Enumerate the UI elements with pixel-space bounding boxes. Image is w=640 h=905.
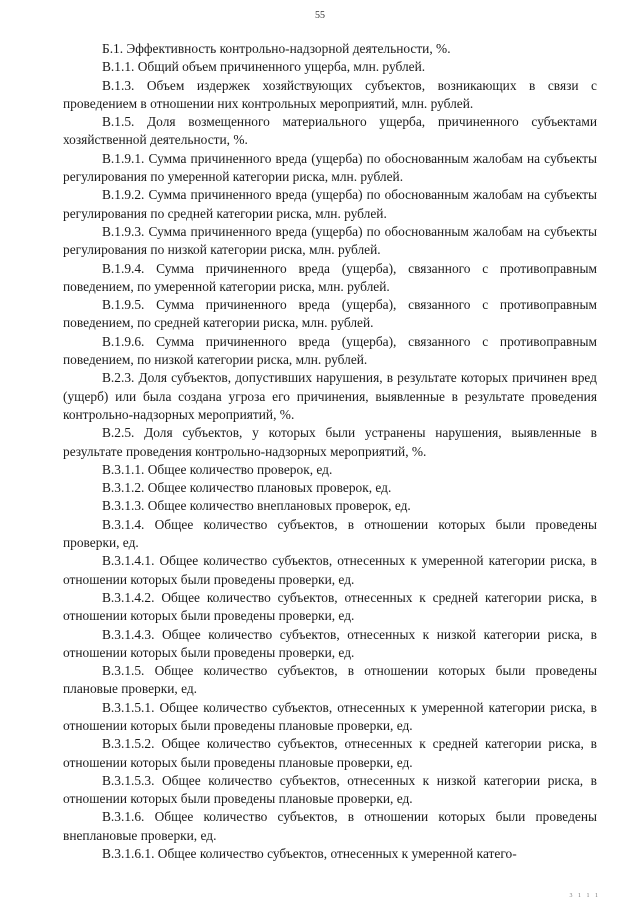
paragraph-v3-1-5-1: В.3.1.5.1. Общее количество субъектов, отнесенных к умеренной категории риска, в отношении которых были проведены плановые проверки, ед.	[63, 699, 597, 733]
paragraph-v3-1-4-1: В.3.1.4.1. Общее количество субъектов, отнесенных к умеренной категории риска, в отношении которых были проведены проверки, ед.	[63, 553, 597, 587]
paragraph-v3-1-6-1: В.3.1.6.1. Общее количество субъектов, отнесенных к умеренной катего-	[102, 846, 517, 862]
paragraph-v3-1-1: В.3.1.1. Общее количество проверок, ед.	[102, 461, 333, 477]
paragraph-v3-1-5-3: В.3.1.5.3. Общее количество субъектов, отнесенных к низкой категории риска, в отношении которых были проведены плановые проверки, ед.	[63, 772, 597, 807]
paragraph-v2-3: В.2.3. Доля субъектов, допустивших нарушения, в результате которых причинен вред (ущерб) или была создана угроза его причинения, выявленные в результате проведения контрольно-надзорных мероприятий, %.	[63, 370, 597, 422]
paragraph-v3-1-6: В.3.1.6. Общее количество субъектов, в отношении которых были проведены внеплановые проверки, ед.	[63, 809, 597, 843]
page-number: 55	[315, 10, 325, 21]
paragraph-v3-1-4-2: В.3.1.4.2. Общее количество субъектов, отнесенных к средней категории риска, в отношении которых были проведены проверки, ед.	[63, 589, 597, 624]
paragraph-v1-3: В.1.3. Объем издержек хозяйствующих субъектов, возникающих в связи с проведением в отношении них контрольных мероприятий, млн. рублей.	[63, 77, 597, 111]
paragraph-v1-9-2: В.1.9.2. Сумма причиненного вреда (ущерба) по обоснованным жалобам на субъекты регулирования по средней категории риска, млн. рублей.	[63, 187, 597, 221]
paragraph-v1-5: В.1.5. Доля возмещенного материального ущерба, причиненного субъектами хозяйственной деятельности, %.	[63, 114, 597, 148]
paragraph-v1-9-1: В.1.9.1. Сумма причиненного вреда (ущерба) по обоснованным жалобам на субъекты регулирования по умеренной категории риска, млн. рублей.	[63, 150, 597, 185]
paragraph-v1-9-6: В.1.9.6. Сумма причиненного вреда (ущерба), связанного с противоправным поведением, по низкой категории риска, млн. рублей.	[63, 333, 597, 368]
paragraph-v3-1-3: В.3.1.3. Общее количество внеплановых проверок, ед.	[102, 498, 411, 514]
paragraph-v2-5: В.2.5. Доля субъектов, у которых были устранены нарушения, выявленные в результате проведения контрольно-надзорных мероприятий, %.	[63, 425, 597, 459]
paragraph-b1: Б.1. Эффективность контрольно-надзорной деятельности, %.	[102, 41, 451, 56]
paragraph-v3-1-5-2: В.3.1.5.2. Общее количество субъектов, отнесенных к средней категории риска, в отношении которых были проведены плановые проверки, ед.	[63, 736, 597, 770]
paragraph-v1-9-4: В.1.9.4. Сумма причиненного вреда (ущерба), связанного с противоправным поведением, по умеренной категории риска, млн. рублей.	[63, 260, 597, 294]
footer-mark: 3 1 1 1	[569, 893, 600, 899]
paragraph-v3-1-4-3: В.3.1.4.3. Общее количество субъектов, отнесенных к низкой категории риска, в отношении которых были проведены проверки, ед.	[63, 626, 597, 660]
paragraph-v1-9-5: В.1.9.5. Сумма причиненного вреда (ущерба), связанного с противоправным поведением, по средней категории риска, млн. рублей.	[63, 297, 597, 331]
paragraph-v3-1-4: В.3.1.4. Общее количество субъектов, в отношении которых были проведены проверки, ед.	[63, 516, 597, 551]
paragraph-v3-1-2: В.3.1.2. Общее количество плановых проверок, ед.	[102, 480, 392, 496]
paragraph-v3-1-5: В.3.1.5. Общее количество субъектов, в отношении которых были проведены плановые проверки, ед.	[63, 663, 597, 697]
paragraph-v1-9-3: В.1.9.3. Сумма причиненного вреда (ущерба) по обоснованным жалобам на субъекты регулирования по низкой категории риска, млн. рублей.	[63, 223, 597, 258]
paragraph-v1-1: В.1.1. Общий объем причиненного ущерба, млн. рублей.	[102, 59, 426, 75]
document-body	[63, 40, 597, 863]
